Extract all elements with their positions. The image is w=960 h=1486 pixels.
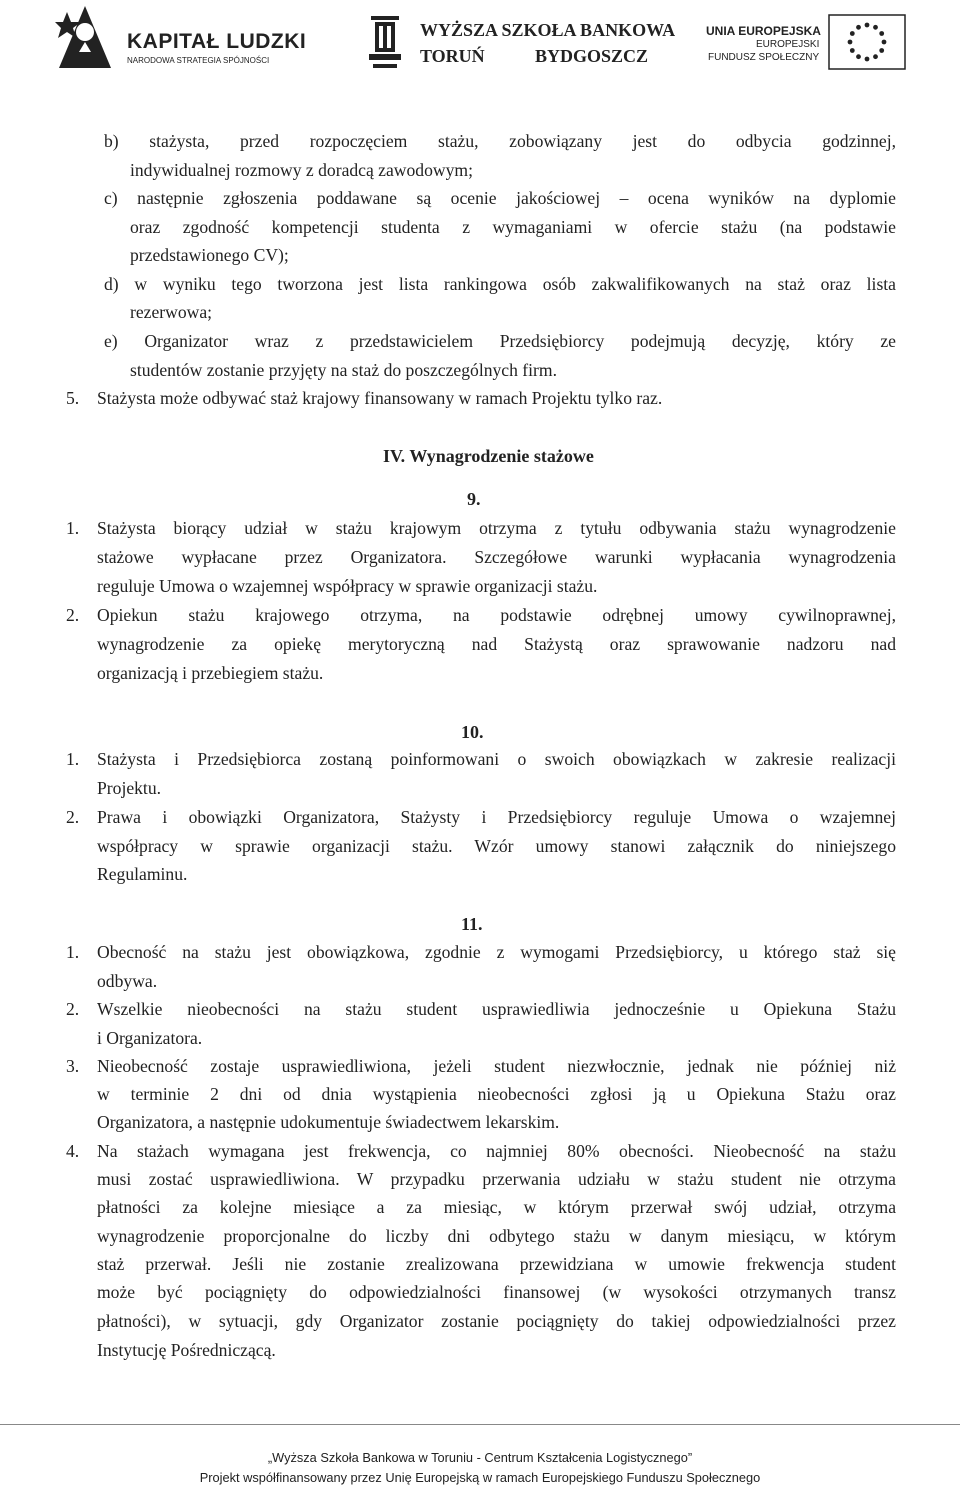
document-line: odbywa.: [97, 971, 158, 991]
eu-star-icon: [850, 48, 855, 53]
eu-flag-icon: [828, 14, 906, 70]
document-line: płatności za kolejne miesiące a za miesiąc, w którym przerwał swój udział, otrzyma: [97, 1197, 896, 1217]
document-line: w terminie 2 dni od dnia wystąpienia nieobecności zgłosi ją u Opiekuna Stażu oraz: [97, 1084, 896, 1104]
document-line: 2.: [66, 999, 80, 1019]
wsb-city-bydgoszcz: BYDGOSZCZ: [535, 46, 649, 66]
wsb-city-torun: TORUŃ: [420, 46, 485, 66]
document-line: Stażysta biorący udział w stażu krajowym otrzyma z tytułu odbywania stażu wynagrodzenie: [97, 518, 896, 538]
eu-star-icon: [882, 40, 887, 45]
paragraph-number-11: 11.: [461, 914, 483, 934]
document-line: może być pociągnięty do odpowiedzialności finansowej (w wysokości otrzymanych transz: [97, 1282, 896, 1302]
document-line: studentów zostanie przyjęty na staż do poszczególnych firm.: [130, 360, 558, 380]
document-line: rezerwowa;: [130, 302, 213, 322]
document-line: oraz zgodność kompetencji studenta z wymaganiami w ofercie stażu (na podstawie: [130, 217, 896, 237]
document-line: Regulaminu.: [97, 864, 188, 884]
document-line: stażowe wypłacane przez Organizatora. Szczegółowe warunki wypłacania wynagrodzenia: [97, 547, 896, 567]
document-line: 1.: [66, 942, 80, 962]
wsb-logo: [365, 12, 676, 72]
document-line: 5.: [66, 388, 80, 408]
document-line: b) stażysta, przed rozpoczęciem stażu, zobowiązany jest do odbycia godzinnej,: [104, 131, 896, 151]
document-line: c) następnie zgłoszenia poddawane są ocenie jakościowej – ocena wyników na dyplomie: [104, 188, 896, 208]
document-line: staż przerwał. Jeśli nie zostanie zrealizowana przewidziana w umowie frekwencja student: [97, 1254, 896, 1274]
document-line: płatności), w sytuacji, gdy Organizator zostanie pociągnięty do takiej odpowiedzialności przez: [97, 1311, 896, 1331]
paragraph-number-9: 9.: [467, 489, 481, 509]
eu-logo: [706, 14, 906, 69]
document-line: przedstawionego CV);: [130, 245, 289, 265]
document-line: wynagrodzenie za opiekę merytoryczną nad Stażystą oraz sprawowanie nadzoru nad: [97, 634, 896, 654]
document-line: 4.: [66, 1141, 80, 1161]
document-line: 3.: [66, 1056, 80, 1076]
eu-star-icon: [865, 23, 870, 28]
document-line: e) Organizator wraz z przedstawicielem Przedsiębiorcy podejmują decyzję, który ze: [104, 331, 896, 351]
document-line: 2.: [66, 605, 80, 625]
eu-star-icon: [856, 25, 861, 30]
document-line: Organizatora, a następnie udokumentuje świadectwem lekarskim.: [97, 1112, 560, 1132]
document-line: Stażysta może odbywać staż krajowy finansowany w ramach Projektu tylko raz.: [97, 388, 663, 408]
eu-star-icon: [848, 40, 853, 45]
document-line: Prawa i obowiązki Organizatora, Stażysty i Przedsiębiorcy reguluje Umowa o wzajemnej: [97, 807, 896, 827]
document-line: Projektu.: [97, 778, 162, 798]
document-line: i Organizatora.: [97, 1028, 203, 1048]
eu-star-icon: [879, 31, 884, 36]
eu-star-icon: [873, 54, 878, 59]
document-line: d) w wyniku tego tworzona jest lista rankingowa osób zakwalifikowanych na staż oraz lista: [104, 274, 896, 294]
wsb-emblem-icon: [365, 12, 405, 72]
eu-star-icon: [865, 57, 870, 62]
paragraph-number-10: 10.: [461, 722, 484, 742]
document-line: Opiekun stażu krajowego otrzyma, na podstawie odrębnej umowy cywilnoprawnej,: [97, 605, 896, 625]
document-line: indywidualnej rozmowy z doradcą zawodowym;: [130, 160, 473, 180]
eu-line2: EUROPEJSKI: [756, 39, 820, 50]
kapital-ludzki-subtitle: NARODOWA STRATEGIA SPÓJNOŚCI: [127, 56, 270, 65]
document-line: 2.: [66, 807, 80, 827]
kapital-ludzki-title: KAPITAŁ LUDZKI: [127, 30, 307, 53]
document-line: Instytucję Pośredniczącą.: [97, 1340, 276, 1360]
footer-divider: [0, 1424, 960, 1425]
document-line: współpracy w sprawie organizacji stażu. Wzór umowy stanowi załącznik do niniejszego: [97, 836, 896, 856]
document-line: organizacją i przebiegiem stażu.: [97, 663, 324, 683]
document-line: reguluje Umowa o wzajemnej współpracy w sprawie organizacji stażu.: [97, 576, 598, 596]
footer-line-2: Projekt współfinansowany przez Unię Europejską w ramach Europejskiego Funduszu Społecznego: [199, 1470, 761, 1485]
eu-star-icon: [879, 48, 884, 53]
document-line: Nieobecność zostaje usprawiedliwiona, jeżeli student niezwłocznie, jednak nie później niż: [97, 1056, 896, 1076]
document-line: Obecność na stażu jest obowiązkowa, zgodnie z wymogami Przedsiębiorcy, u którego staż się: [97, 942, 896, 962]
document-line: 1.: [66, 518, 80, 538]
document-line: Wszelkie nieobecności na stażu student usprawiedliwia jednocześnie u Opiekuna Stażu: [97, 999, 896, 1019]
eu-star-icon: [856, 54, 861, 59]
document-line: 1.: [66, 749, 80, 769]
document-line: Stażysta i Przedsiębiorca zostaną poinformowani o swoich obowiązkach w zakresie realizacji: [97, 749, 896, 769]
eu-star-icon: [850, 31, 855, 36]
eu-star-icon: [873, 25, 878, 30]
document-line: Na stażach wymagana jest frekwencja, co najmniej 80% obecności. Nieobecność na stażu: [97, 1141, 896, 1161]
section-heading: IV. Wynagrodzenie stażowe: [383, 446, 594, 466]
page-header: [0, 0, 960, 90]
document-line: musi zostać usprawiedliwiona. W przypadku przerwania udziału w stażu student nie otrzyma: [97, 1169, 896, 1189]
document-line: wynagrodzenie proporcjonalne do liczby dni odbytego stażu w danym miesiącu, w którym: [97, 1226, 896, 1246]
footer-line-1: „Wyższa Szkoła Bankowa w Toruniu - Centrum Kształcenia Logistycznego”: [267, 1450, 693, 1465]
kapital-ludzki-logo: [55, 2, 305, 74]
eu-line1: UNIA EUROPEJSKA: [706, 24, 821, 38]
wsb-name: WYŻSZA SZKOŁA BANKOWA: [420, 20, 676, 40]
eu-line3: FUNDUSZ SPOŁECZNY: [708, 52, 820, 63]
kapital-ludzki-emblem-icon: [55, 2, 115, 74]
